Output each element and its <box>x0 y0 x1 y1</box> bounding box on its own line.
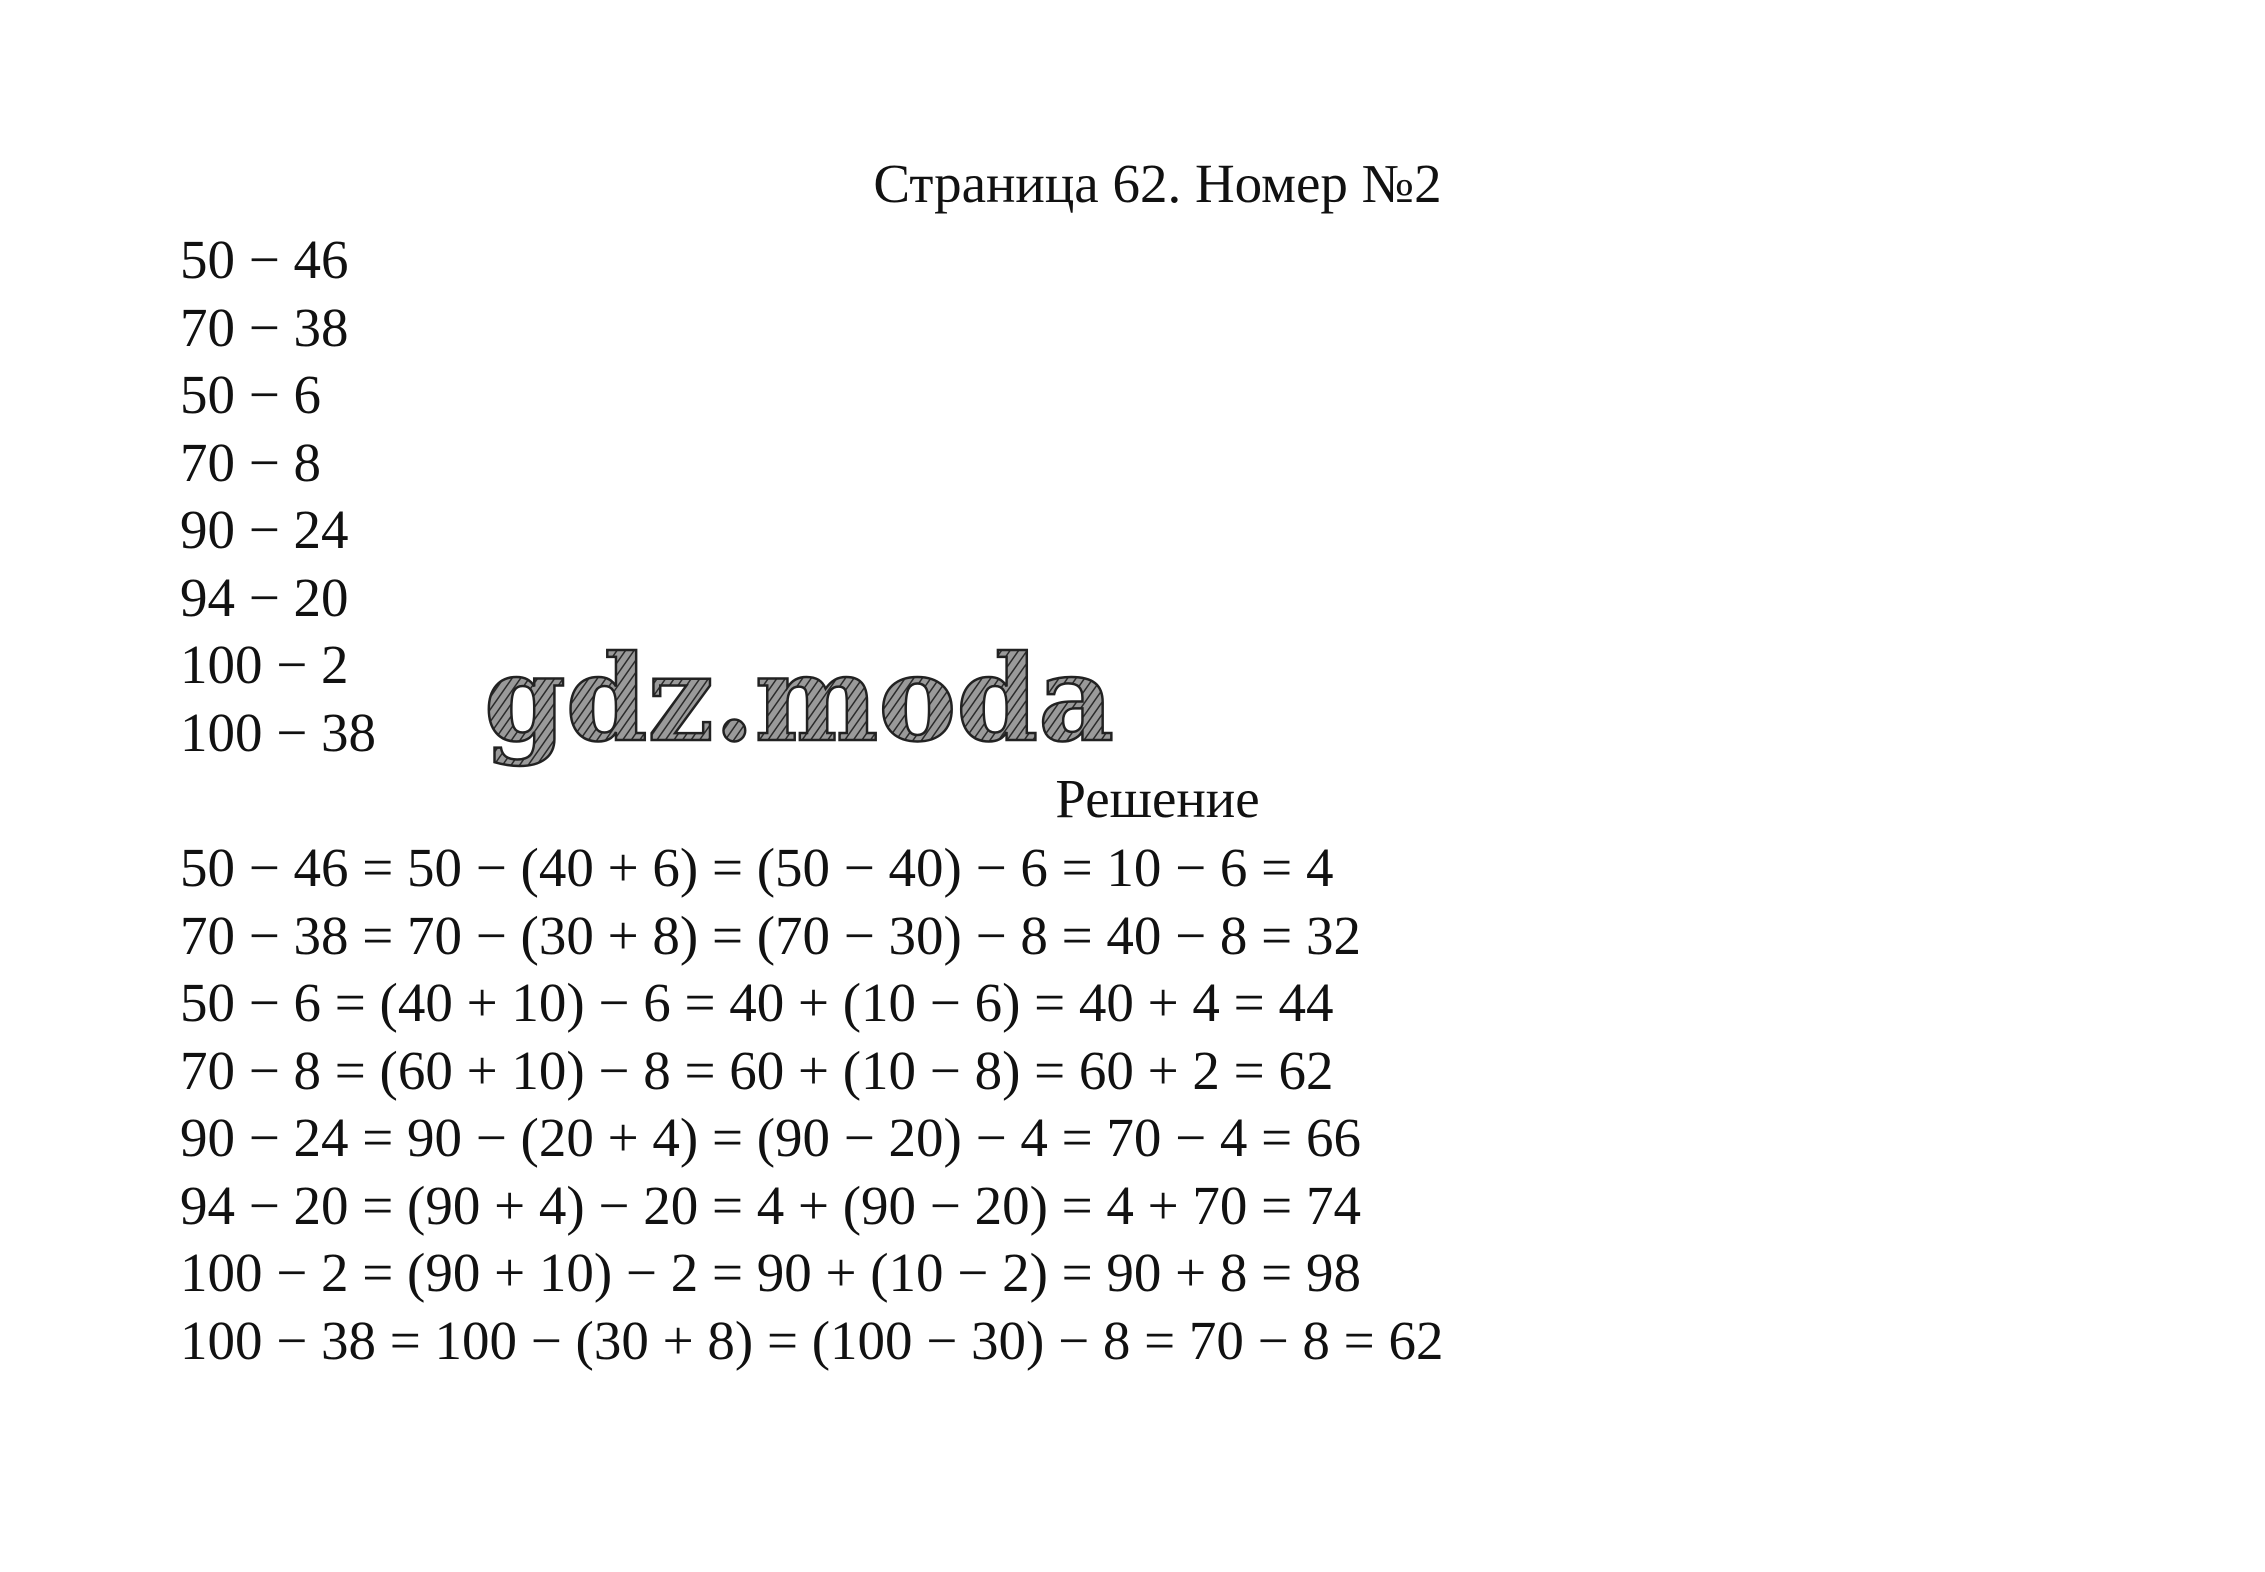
watermark-logo-graphic <box>478 628 1123 778</box>
solution-line: 94 − 20 = (90 + 4) − 20 = 4 + (90 − 20) = 4 + 70 = 74 <box>180 1174 1361 1236</box>
task-item: 50 − 6 <box>180 364 322 425</box>
solution-heading: Решение <box>1055 768 1260 829</box>
task-item: 94 − 20 <box>180 566 349 628</box>
task-item: 90 − 24 <box>180 499 349 560</box>
solution-line: 50 − 46 = 50 − (40 + 6) = (50 − 40) − 6 = 10 − 6 = 4 <box>180 837 1334 898</box>
solution-line: 70 − 8 = (60 + 10) − 8 = 60 + (10 − 8) = 60 + 2 = 62 <box>180 1039 1334 1101</box>
task-item: 100 − 2 <box>180 634 349 695</box>
task-item: 100 − 38 <box>180 701 377 763</box>
solution-line: 100 − 38 = 100 − (30 + 8) = (100 − 30) − 8 = 70 − 8 = 62 <box>180 1309 1444 1371</box>
page-title: Страница 62. Номер №2 <box>873 153 1442 214</box>
solution-line: 90 − 24 = 90 − (20 + 4) = (90 − 20) − 4 = 70 − 4 = 66 <box>180 1107 1361 1168</box>
watermark-text: gdz.moda <box>484 629 1114 768</box>
task-item: 70 − 8 <box>180 431 322 493</box>
task-item: 70 − 38 <box>180 296 349 358</box>
task-item: 50 − 46 <box>180 229 349 290</box>
solution-line: 100 − 2 = (90 + 10) − 2 = 90 + (10 − 2) = 90 + 8 = 98 <box>180 1242 1361 1303</box>
solution-line: 50 − 6 = (40 + 10) − 6 = 40 + (10 − 6) = 40 + 4 = 44 <box>180 972 1334 1033</box>
solution-line: 70 − 38 = 70 − (30 + 8) = (70 − 30) − 8 = 40 − 8 = 32 <box>180 904 1361 966</box>
solution-list <box>180 834 1443 1374</box>
watermark-logo <box>478 628 1123 778</box>
task-list <box>180 226 376 766</box>
